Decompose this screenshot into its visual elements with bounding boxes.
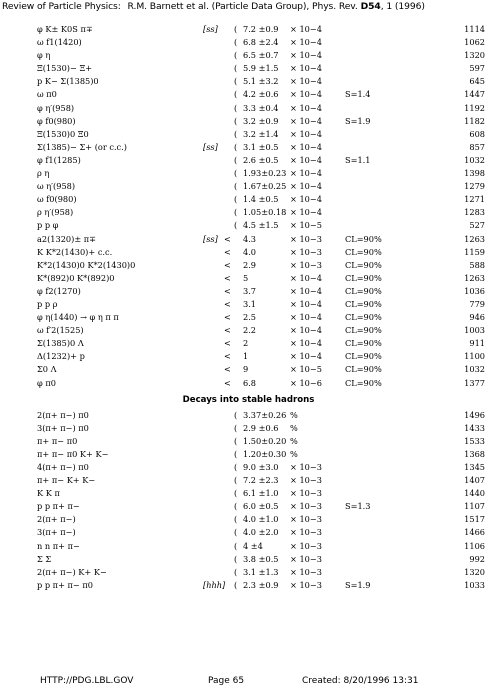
fraction-unit: × 10−3 <box>290 527 322 538</box>
fraction-value: 4.0 ±2.0 <box>243 527 279 538</box>
momentum-value: 1407 <box>464 475 485 486</box>
fraction-unit: × 10−4 <box>290 168 322 179</box>
decay-mode: 3(π+ π−) π0 <box>37 422 89 433</box>
momentum-value: 1032 <box>464 154 485 165</box>
fraction-unit: × 10−5 <box>290 220 322 231</box>
fraction-unit: × 10−4 <box>290 89 322 100</box>
momentum-value: 1533 <box>464 435 485 446</box>
fraction-unit: × 10−4 <box>290 312 322 323</box>
decay-mode: φ η <box>37 50 51 61</box>
decay-table <box>0 24 497 593</box>
fraction-unit: × 10−3 <box>290 579 322 590</box>
table-row <box>0 312 497 325</box>
fraction-value: 2.2 <box>243 325 257 336</box>
table-row <box>0 436 497 449</box>
fraction-value: 6.0 ±0.5 <box>243 501 279 512</box>
footnote-tag: [ss] <box>203 233 218 244</box>
momentum-value: 608 <box>469 128 485 139</box>
momentum-value: 1263 <box>464 272 485 283</box>
fraction-unit: × 10−4 <box>290 351 322 362</box>
upper-limit-sign: < <box>224 364 231 375</box>
fraction-value: 6.8 ±2.4 <box>243 37 279 48</box>
fraction-unit: × 10−3 <box>290 246 322 257</box>
fraction-value: 3.37±0.26 <box>243 409 287 420</box>
momentum-value: 857 <box>469 141 485 152</box>
momentum-value: 1447 <box>464 89 485 100</box>
table-row <box>0 351 497 364</box>
table-row <box>0 449 497 462</box>
momentum-value: 1263 <box>464 233 485 244</box>
momentum-value: 1106 <box>464 540 485 551</box>
momentum-value: 1320 <box>464 50 485 61</box>
decay-mode: φ f1(1285) <box>37 154 81 165</box>
open-paren: ( <box>234 475 238 486</box>
fraction-value: 1.67±0.25 <box>243 181 287 192</box>
table-row <box>0 567 497 580</box>
fraction-unit: % <box>290 448 298 459</box>
confidence-or-scale: CL=90% <box>345 338 382 349</box>
fraction-value: 5 <box>243 272 249 283</box>
footnote-tag: [hhh] <box>203 579 226 590</box>
page-header <box>2 1 496 12</box>
open-paren: ( <box>234 115 238 126</box>
authors-label: R.M. Barnett et al. (Particle Data Group), Phys. Rev. <box>127 1 358 12</box>
momentum-value: 992 <box>469 553 485 564</box>
fraction-unit: × 10−4 <box>290 50 322 61</box>
open-paren: ( <box>234 409 238 420</box>
fraction-unit: × 10−4 <box>290 207 322 218</box>
momentum-value: 946 <box>469 312 485 323</box>
open-paren: ( <box>234 488 238 499</box>
fraction-value: 4.2 ±0.6 <box>243 89 279 100</box>
table-row <box>0 378 497 391</box>
fraction-value: 4.0 <box>243 246 257 257</box>
upper-limit-sign: < <box>224 312 231 323</box>
fraction-value: 3.1 ±1.3 <box>243 566 279 577</box>
fraction-unit: × 10−4 <box>290 154 322 165</box>
decay-rows-stable-hadrons <box>0 410 497 593</box>
fraction-unit: % <box>290 422 298 433</box>
table-row <box>0 299 497 312</box>
open-paren: ( <box>234 220 238 231</box>
decay-mode: ω f′2(1525) <box>37 325 84 336</box>
table-row <box>0 462 497 475</box>
decay-mode: K*2(1430)0 K*2(1430)0 <box>37 259 136 270</box>
table-row <box>0 501 497 514</box>
confidence-or-scale: S=1.9 <box>345 115 371 126</box>
open-paren: ( <box>234 527 238 538</box>
decay-mode: Σ(1385)0 Λ <box>37 338 84 349</box>
table-row <box>0 260 497 273</box>
fraction-value: 5.9 ±1.5 <box>243 63 279 74</box>
decay-mode: p p π+ π− π0 <box>37 579 93 590</box>
fraction-unit: × 10−4 <box>290 194 322 205</box>
fraction-unit: × 10−4 <box>290 338 322 349</box>
fraction-value: 6.5 ±0.7 <box>243 50 279 61</box>
fraction-value: 6.1 ±1.0 <box>243 488 279 499</box>
fraction-value: 3.7 <box>243 285 257 296</box>
fraction-value: 2.3 ±0.9 <box>243 579 279 590</box>
confidence-or-scale: CL=90% <box>345 285 382 296</box>
fraction-unit: × 10−4 <box>290 37 322 48</box>
open-paren: ( <box>234 435 238 446</box>
momentum-value: 527 <box>469 220 485 231</box>
momentum-value: 1496 <box>464 409 485 420</box>
open-paren: ( <box>234 422 238 433</box>
open-paren: ( <box>234 128 238 139</box>
decay-mode: ρ η′(958) <box>37 207 74 218</box>
decay-mode: φ f2(1270) <box>37 285 81 296</box>
decay-mode: 3(π+ π−) <box>37 527 76 538</box>
fraction-unit: × 10−3 <box>290 566 322 577</box>
table-row <box>0 247 497 260</box>
fraction-value: 7.2 ±2.3 <box>243 475 279 486</box>
table-row <box>0 50 497 63</box>
momentum-value: 1003 <box>464 325 485 336</box>
momentum-value: 1279 <box>464 181 485 192</box>
fraction-unit: × 10−3 <box>290 540 322 551</box>
open-paren: ( <box>234 181 238 192</box>
confidence-or-scale: CL=90% <box>345 312 382 323</box>
upper-limit-sign: < <box>224 338 231 349</box>
fraction-value: 1 <box>243 351 249 362</box>
table-row <box>0 234 497 247</box>
decay-mode: π+ π− π0 K+ K− <box>37 448 109 459</box>
table-row <box>0 580 497 593</box>
fraction-value: 1.20±0.30 <box>243 448 287 459</box>
fraction-value: 2.5 <box>243 312 257 323</box>
fraction-unit: × 10−3 <box>290 475 322 486</box>
fraction-value: 3.2 ±0.9 <box>243 115 279 126</box>
fraction-unit: × 10−4 <box>290 298 322 309</box>
momentum-value: 911 <box>469 338 485 349</box>
momentum-value: 1368 <box>464 448 485 459</box>
open-paren: ( <box>234 566 238 577</box>
table-row <box>0 24 497 37</box>
fraction-value: 2 <box>243 338 249 349</box>
upper-limit-sign: < <box>224 377 231 388</box>
decay-mode: Σ(1385)− Σ+ (or c.c.) <box>37 141 127 152</box>
fraction-value: 4.3 <box>243 233 257 244</box>
decay-mode: φ π0 <box>37 377 56 388</box>
table-row <box>0 129 497 142</box>
decay-mode: ω η′(958) <box>37 181 76 192</box>
open-paren: ( <box>234 37 238 48</box>
table-row <box>0 286 497 299</box>
open-paren: ( <box>234 168 238 179</box>
open-paren: ( <box>234 579 238 590</box>
fraction-unit: × 10−4 <box>290 285 322 296</box>
confidence-or-scale: CL=90% <box>345 246 382 257</box>
table-row <box>0 37 497 50</box>
table-row <box>0 155 497 168</box>
momentum-value: 1398 <box>464 168 485 179</box>
decay-mode: p p φ <box>37 220 59 231</box>
table-row <box>0 142 497 155</box>
confidence-or-scale: CL=90% <box>345 272 382 283</box>
confidence-or-scale: S=1.3 <box>345 501 371 512</box>
momentum-value: 1192 <box>464 102 485 113</box>
footer-page: Page 65 <box>208 676 245 686</box>
decay-mode: Σ Σ <box>37 553 52 564</box>
momentum-value: 1283 <box>464 207 485 218</box>
fraction-value: 3.8 ±0.5 <box>243 553 279 564</box>
fraction-value: 3.1 ±0.5 <box>243 141 279 152</box>
confidence-or-scale: S=1.1 <box>345 154 371 165</box>
decay-mode: 2(π+ π−) K+ K− <box>37 566 107 577</box>
fraction-value: 3.3 ±0.4 <box>243 102 279 113</box>
open-paren: ( <box>234 553 238 564</box>
fraction-value: 3.2 ±1.4 <box>243 128 279 139</box>
fraction-value: 6.8 <box>243 377 257 388</box>
decay-mode: ω π0 <box>37 89 57 100</box>
decay-mode: Ξ(1530)0 Ξ0 <box>37 128 89 139</box>
open-paren: ( <box>234 63 238 74</box>
upper-limit-sign: < <box>224 285 231 296</box>
fraction-unit: × 10−4 <box>290 325 322 336</box>
decay-mode: Ξ(1530)− Ξ+ <box>37 63 93 74</box>
open-paren: ( <box>234 194 238 205</box>
open-paren: ( <box>234 154 238 165</box>
decay-mode: φ f0(980) <box>37 115 76 126</box>
fraction-value: 9.0 ±3.0 <box>243 462 279 472</box>
decay-mode: π+ π− K+ K− <box>37 475 96 486</box>
momentum-value: 779 <box>469 298 485 309</box>
table-row <box>0 488 497 501</box>
momentum-value: 1182 <box>464 115 485 126</box>
decay-mode: φ K± K0S π∓ <box>37 24 93 34</box>
upper-limit-sign: < <box>224 246 231 257</box>
momentum-value: 588 <box>469 259 485 270</box>
table-row <box>0 116 497 129</box>
table-row <box>0 423 497 436</box>
fraction-unit: × 10−3 <box>290 462 322 472</box>
open-paren: ( <box>234 462 238 472</box>
momentum-value: 1033 <box>464 579 485 590</box>
citation-rest: , 1 (1996) <box>380 1 425 12</box>
confidence-or-scale: CL=90% <box>345 377 382 388</box>
confidence-or-scale: CL=90% <box>345 325 382 336</box>
table-row <box>0 220 497 233</box>
momentum-value: 1433 <box>464 422 485 433</box>
momentum-value: 1107 <box>464 501 485 512</box>
fraction-value: 4 ±4 <box>243 540 263 551</box>
decay-mode: φ η′(958) <box>37 102 75 113</box>
momentum-value: 1377 <box>464 377 485 388</box>
open-paren: ( <box>234 89 238 100</box>
fraction-unit: × 10−4 <box>290 181 322 192</box>
momentum-value: 1100 <box>464 351 485 362</box>
decay-mode: p p ρ <box>37 298 58 309</box>
open-paren: ( <box>234 141 238 152</box>
table-row <box>0 194 497 207</box>
momentum-value: 645 <box>469 76 485 87</box>
momentum-value: 1271 <box>464 194 485 205</box>
footnote-tag: [ss] <box>203 24 218 34</box>
open-paren: ( <box>234 207 238 218</box>
decay-mode: K K*2(1430)+ c.c. <box>37 246 113 257</box>
upper-limit-sign: < <box>224 351 231 362</box>
footer-url: HTTP://PDG.LBL.GOV <box>40 676 134 686</box>
decay-mode: K K π <box>37 488 60 499</box>
momentum-value: 1062 <box>464 37 485 48</box>
table-row <box>0 541 497 554</box>
fraction-value: 2.9 ±0.6 <box>243 422 279 433</box>
table-row <box>0 103 497 116</box>
table-row <box>0 63 497 76</box>
fraction-unit: × 10−4 <box>290 63 322 74</box>
fraction-value: 2.6 ±0.5 <box>243 154 279 165</box>
momentum-value: 1032 <box>464 364 485 375</box>
table-row <box>0 273 497 286</box>
open-paren: ( <box>234 102 238 113</box>
momentum-value: 1036 <box>464 285 485 296</box>
table-row <box>0 554 497 567</box>
fraction-unit: × 10−6 <box>290 377 322 388</box>
fraction-unit: % <box>290 435 298 446</box>
open-paren: ( <box>234 24 238 34</box>
momentum-value: 1114 <box>464 24 485 34</box>
fraction-unit: × 10−4 <box>290 102 322 113</box>
decay-mode: ρ η <box>37 168 50 179</box>
decay-mode: K*(892)0 K*(892)0 <box>37 272 115 283</box>
momentum-value: 1440 <box>464 488 485 499</box>
confidence-or-scale: CL=90% <box>345 233 382 244</box>
table-row <box>0 181 497 194</box>
volume-label: D54 <box>360 1 381 12</box>
decay-mode: a2(1320)± π∓ <box>37 233 97 244</box>
table-row <box>0 76 497 89</box>
momentum-value: 597 <box>469 63 485 74</box>
fraction-value: 3.1 <box>243 298 257 309</box>
fraction-unit: × 10−3 <box>290 488 322 499</box>
table-row <box>0 410 497 423</box>
upper-limit-sign: < <box>224 298 231 309</box>
fraction-unit: × 10−4 <box>290 76 322 87</box>
decay-mode: p p π+ π− <box>37 501 80 512</box>
decay-mode: n n π+ π− <box>37 540 80 551</box>
fraction-value: 1.93±0.23 <box>243 168 287 179</box>
confidence-or-scale: CL=90% <box>345 351 382 362</box>
fraction-value: 1.4 ±0.5 <box>243 194 279 205</box>
fraction-unit: × 10−4 <box>290 24 322 34</box>
fraction-unit: × 10−3 <box>290 553 322 564</box>
table-row <box>0 514 497 527</box>
confidence-or-scale: CL=90% <box>345 259 382 270</box>
footer-created: Created: 8/20/1996 13:31 <box>302 676 419 686</box>
journal-label: Review of Particle Physics: <box>2 1 121 12</box>
table-row <box>0 475 497 488</box>
momentum-value: 1466 <box>464 527 485 538</box>
open-paren: ( <box>234 76 238 87</box>
fraction-value: 9 <box>243 364 249 375</box>
table-row <box>0 527 497 540</box>
fraction-value: 1.50±0.20 <box>243 435 287 446</box>
decay-mode: 4(π+ π−) π0 <box>37 462 89 472</box>
table-row <box>0 364 497 377</box>
confidence-or-scale: S=1.9 <box>345 579 371 590</box>
fraction-unit: × 10−4 <box>290 128 322 139</box>
decay-mode: ω f1(1420) <box>37 37 82 48</box>
fraction-unit: % <box>290 409 298 420</box>
fraction-unit: × 10−4 <box>290 141 322 152</box>
decay-mode: π+ π− π0 <box>37 435 78 446</box>
decay-rows-top <box>0 24 497 391</box>
table-row <box>0 168 497 181</box>
table-row <box>0 325 497 338</box>
table-row <box>0 338 497 351</box>
fraction-unit: × 10−4 <box>290 115 322 126</box>
fraction-unit: × 10−3 <box>290 501 322 512</box>
upper-limit-sign: < <box>224 233 231 244</box>
decay-mode: 2(π+ π−) <box>37 514 76 525</box>
open-paren: ( <box>234 514 238 525</box>
fraction-unit: × 10−3 <box>290 233 322 244</box>
decay-mode: Σ0 Λ <box>37 364 57 375</box>
fraction-value: 4.0 ±1.0 <box>243 514 279 525</box>
decay-mode: φ η(1440) → φ η π π <box>37 312 119 323</box>
momentum-value: 1320 <box>464 566 485 577</box>
table-row <box>0 89 497 102</box>
confidence-or-scale: CL=90% <box>345 298 382 309</box>
fraction-value: 1.05±0.18 <box>243 207 287 218</box>
decay-mode: ω f0(980) <box>37 194 77 205</box>
decay-mode: p K− Σ(1385)0 <box>37 76 99 87</box>
upper-limit-sign: < <box>224 272 231 283</box>
decay-mode: Δ(1232)+ p <box>37 351 85 362</box>
upper-limit-sign: < <box>224 325 231 336</box>
open-paren: ( <box>234 448 238 459</box>
upper-limit-sign: < <box>224 259 231 270</box>
momentum-value: 1517 <box>464 514 485 525</box>
section-title: Decays into stable hadrons <box>182 394 315 405</box>
confidence-or-scale: S=1.4 <box>345 89 371 100</box>
fraction-unit: × 10−4 <box>290 272 322 283</box>
table-row <box>0 207 497 220</box>
footnote-tag: [ss] <box>203 141 218 152</box>
open-paren: ( <box>234 50 238 61</box>
fraction-unit: × 10−5 <box>290 364 322 375</box>
fraction-value: 5.1 ±3.2 <box>243 76 279 87</box>
fraction-unit: × 10−3 <box>290 259 322 270</box>
fraction-value: 4.5 ±1.5 <box>243 220 279 231</box>
open-paren: ( <box>234 501 238 512</box>
momentum-value: 1159 <box>464 246 485 257</box>
confidence-or-scale: CL=90% <box>345 364 382 375</box>
fraction-value: 2.9 <box>243 259 257 270</box>
fraction-unit: × 10−3 <box>290 514 322 525</box>
momentum-value: 1345 <box>464 462 485 472</box>
decay-mode: 2(π+ π−) π0 <box>37 409 89 420</box>
fraction-value: 7.2 ±0.9 <box>243 24 279 34</box>
open-paren: ( <box>234 540 238 551</box>
